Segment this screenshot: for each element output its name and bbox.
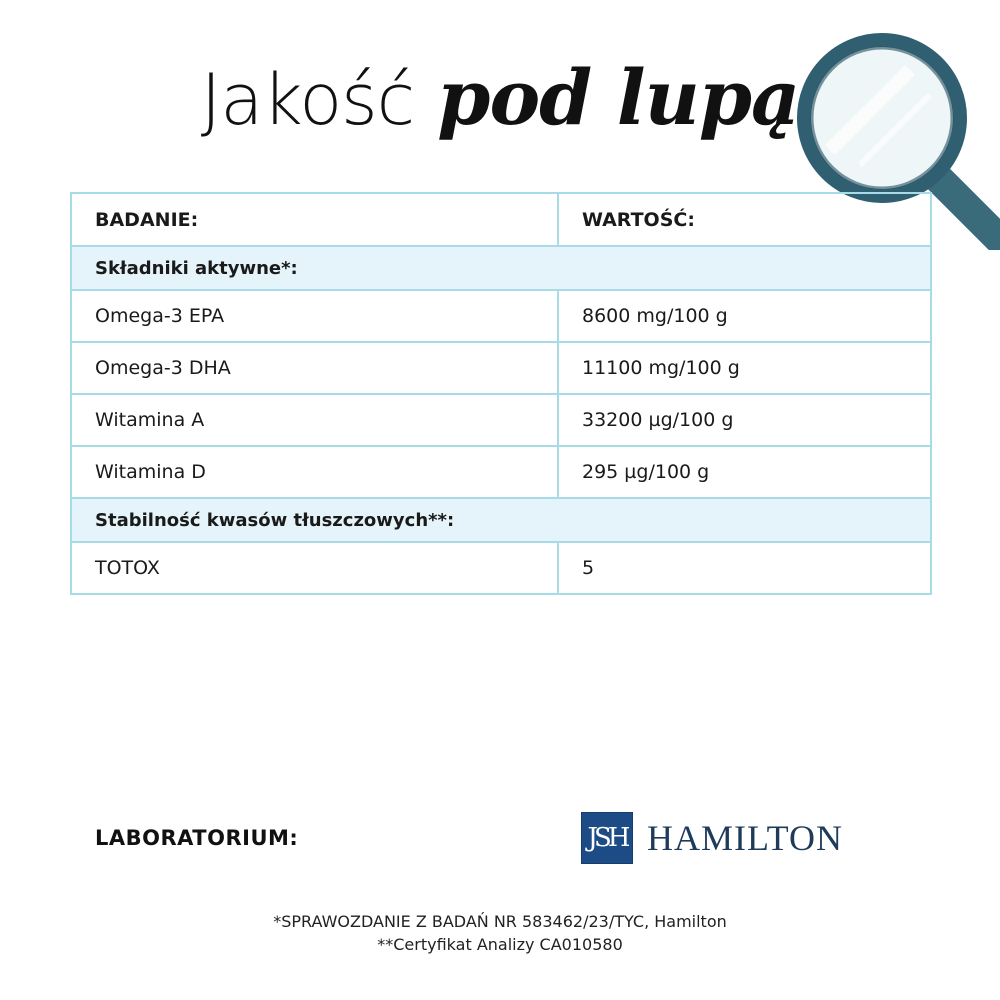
logo-wordmark: HAMILTON bbox=[647, 818, 844, 858]
row-value: 5 bbox=[558, 542, 931, 594]
header-test: BADANIE: bbox=[71, 193, 558, 246]
row-value: 8600 mg/100 g bbox=[558, 290, 931, 342]
footnote-1: *SPRAWOZDANIE Z BADAŃ NR 583462/23/TYC, Hamilton bbox=[273, 912, 727, 931]
logo-mark bbox=[581, 812, 633, 864]
row-value: 33200 µg/100 g bbox=[558, 394, 931, 446]
hamilton-logo bbox=[581, 812, 843, 864]
table-row bbox=[71, 542, 931, 594]
table-row bbox=[71, 446, 931, 498]
row-name: Witamina A bbox=[71, 394, 558, 446]
footnote-2: **Certyfikat Analizy CA010580 bbox=[377, 935, 623, 954]
results-table bbox=[70, 192, 932, 595]
row-value: 295 µg/100 g bbox=[558, 446, 931, 498]
row-value: 11100 mg/100 g bbox=[558, 342, 931, 394]
section-row-stability bbox=[71, 498, 931, 542]
table-row bbox=[71, 290, 931, 342]
section-label: Składniki aktywne*: bbox=[71, 246, 931, 290]
table-header-row bbox=[71, 193, 931, 246]
row-name: Omega-3 EPA bbox=[71, 290, 558, 342]
laboratory-label: LABORATORIUM: bbox=[95, 826, 299, 850]
row-name: Omega-3 DHA bbox=[71, 342, 558, 394]
title-part-bold: pod lupą bbox=[437, 53, 800, 142]
table-row bbox=[71, 394, 931, 446]
section-label: Stabilność kwasów tłuszczowych**: bbox=[71, 498, 931, 542]
table-row bbox=[71, 342, 931, 394]
section-row-active bbox=[71, 246, 931, 290]
logo-mark-text: JSH bbox=[587, 823, 627, 853]
footnotes bbox=[0, 910, 1000, 956]
row-name: Witamina D bbox=[71, 446, 558, 498]
title-part-regular: Jakość bbox=[200, 59, 415, 141]
row-name: TOTOX bbox=[71, 542, 558, 594]
header-value: WARTOŚĆ: bbox=[558, 193, 931, 246]
